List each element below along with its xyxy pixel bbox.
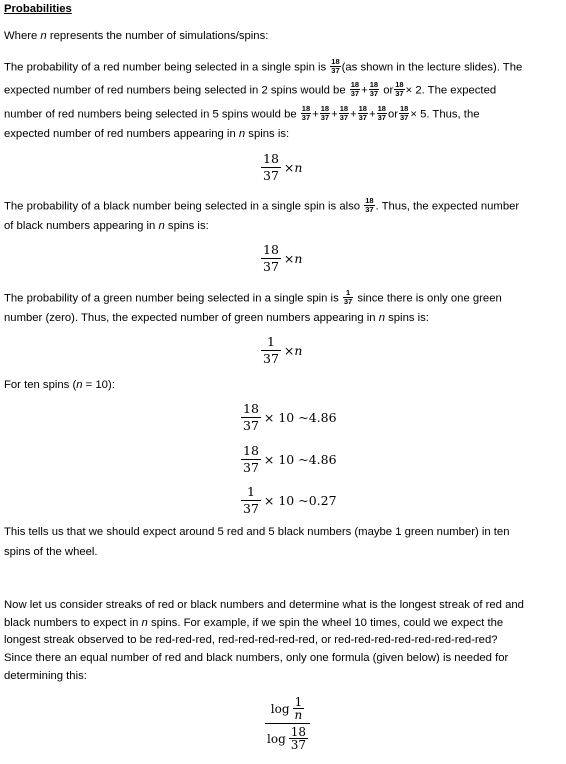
green-prob-line-1: The probability of a green number being selected in a single spin is $\frac{1}{37}$ since there is only one green <box>4 288 502 306</box>
intro-line: Where n represents the number of simulations/spins: <box>4 30 269 42</box>
conclusion-line-1: This tells us that we should expect around 5 red and 5 black numbers (maybe 1 green number) in ten <box>4 526 510 538</box>
green-prob-line-2: number (zero). Thus, the expected number of green numbers appearing in n spins is: <box>4 312 429 324</box>
streak-formula: log 1 n log 18 37 <box>265 696 310 751</box>
black-prob-line-1: The probability of a black number being selected in a single spin is also $\frac{18}{37}$ . Thus, the expected number <box>4 196 520 214</box>
streak-line-2: black numbers to expect in n spins. For example, if we spin the wheel 10 times, could we expect the <box>4 617 504 629</box>
streak-line-1: Now let us consider streaks of red or black numbers and determine what is the longest streak of red and <box>4 599 524 611</box>
conclusion-line-2: spins of the wheel. <box>4 546 98 558</box>
red-prob-line-2: expected number of red numbers being selected in 2 spins would be $\frac{18}{37}$ + $\frac{18}{37}$ or $\frac{18}{37}$ × 2. The expected <box>4 80 497 98</box>
black-ten-spins-calc: $\frac{18}{37}$ × 10 ~ 4.86 <box>243 443 337 475</box>
red-prob-line-3: number of red numbers being selected in 5 spins would be $\frac{18}{37}$ + $\frac{18}{37}$ + $\frac{18}{37}$ + $\frac{18}{37}$ + $\frac{18}{37}$ or $\frac{18}{37}$ × 5. Thus, the <box>4 104 480 122</box>
red-prob-line-1: The probability of a red number being selected in a single spin is $\frac{18}{37}$ (as shown in the lecture slides). The <box>4 57 523 75</box>
inline-fraction: $\frac{18}{37}$ <box>331 57 340 75</box>
red-expected-formula: $\frac{18}{37}$ × n <box>263 151 303 183</box>
red-ten-spins-calc: $\frac{18}{37}$ × 10 ~ 4.86 <box>243 401 337 433</box>
streak-line-4: Since there an equal number of red and black numbers, only one formula (given below) is needed for <box>4 652 509 664</box>
green-expected-formula: $\frac{1}{37}$ × n <box>263 334 303 366</box>
black-expected-formula: $\frac{18}{37}$ × n <box>263 242 303 274</box>
streak-line-3: longest streak observed to be red-red-red, red-red-red-red-red, or red-red-red-red-red-red-red-red? <box>4 634 498 646</box>
black-prob-line-2: of black numbers appearing in n spins is: <box>4 220 209 232</box>
red-prob-line-4: expected number of red numbers appearing in n spins is: <box>4 128 290 140</box>
section-heading: Probabilities <box>4 3 72 15</box>
streak-line-5: determining this: <box>4 670 87 682</box>
green-ten-spins-calc: $\frac{1}{37}$ × 10 ~ 0.27 <box>243 484 337 516</box>
ten-spins-line: For ten spins (n = 10): <box>4 379 115 391</box>
